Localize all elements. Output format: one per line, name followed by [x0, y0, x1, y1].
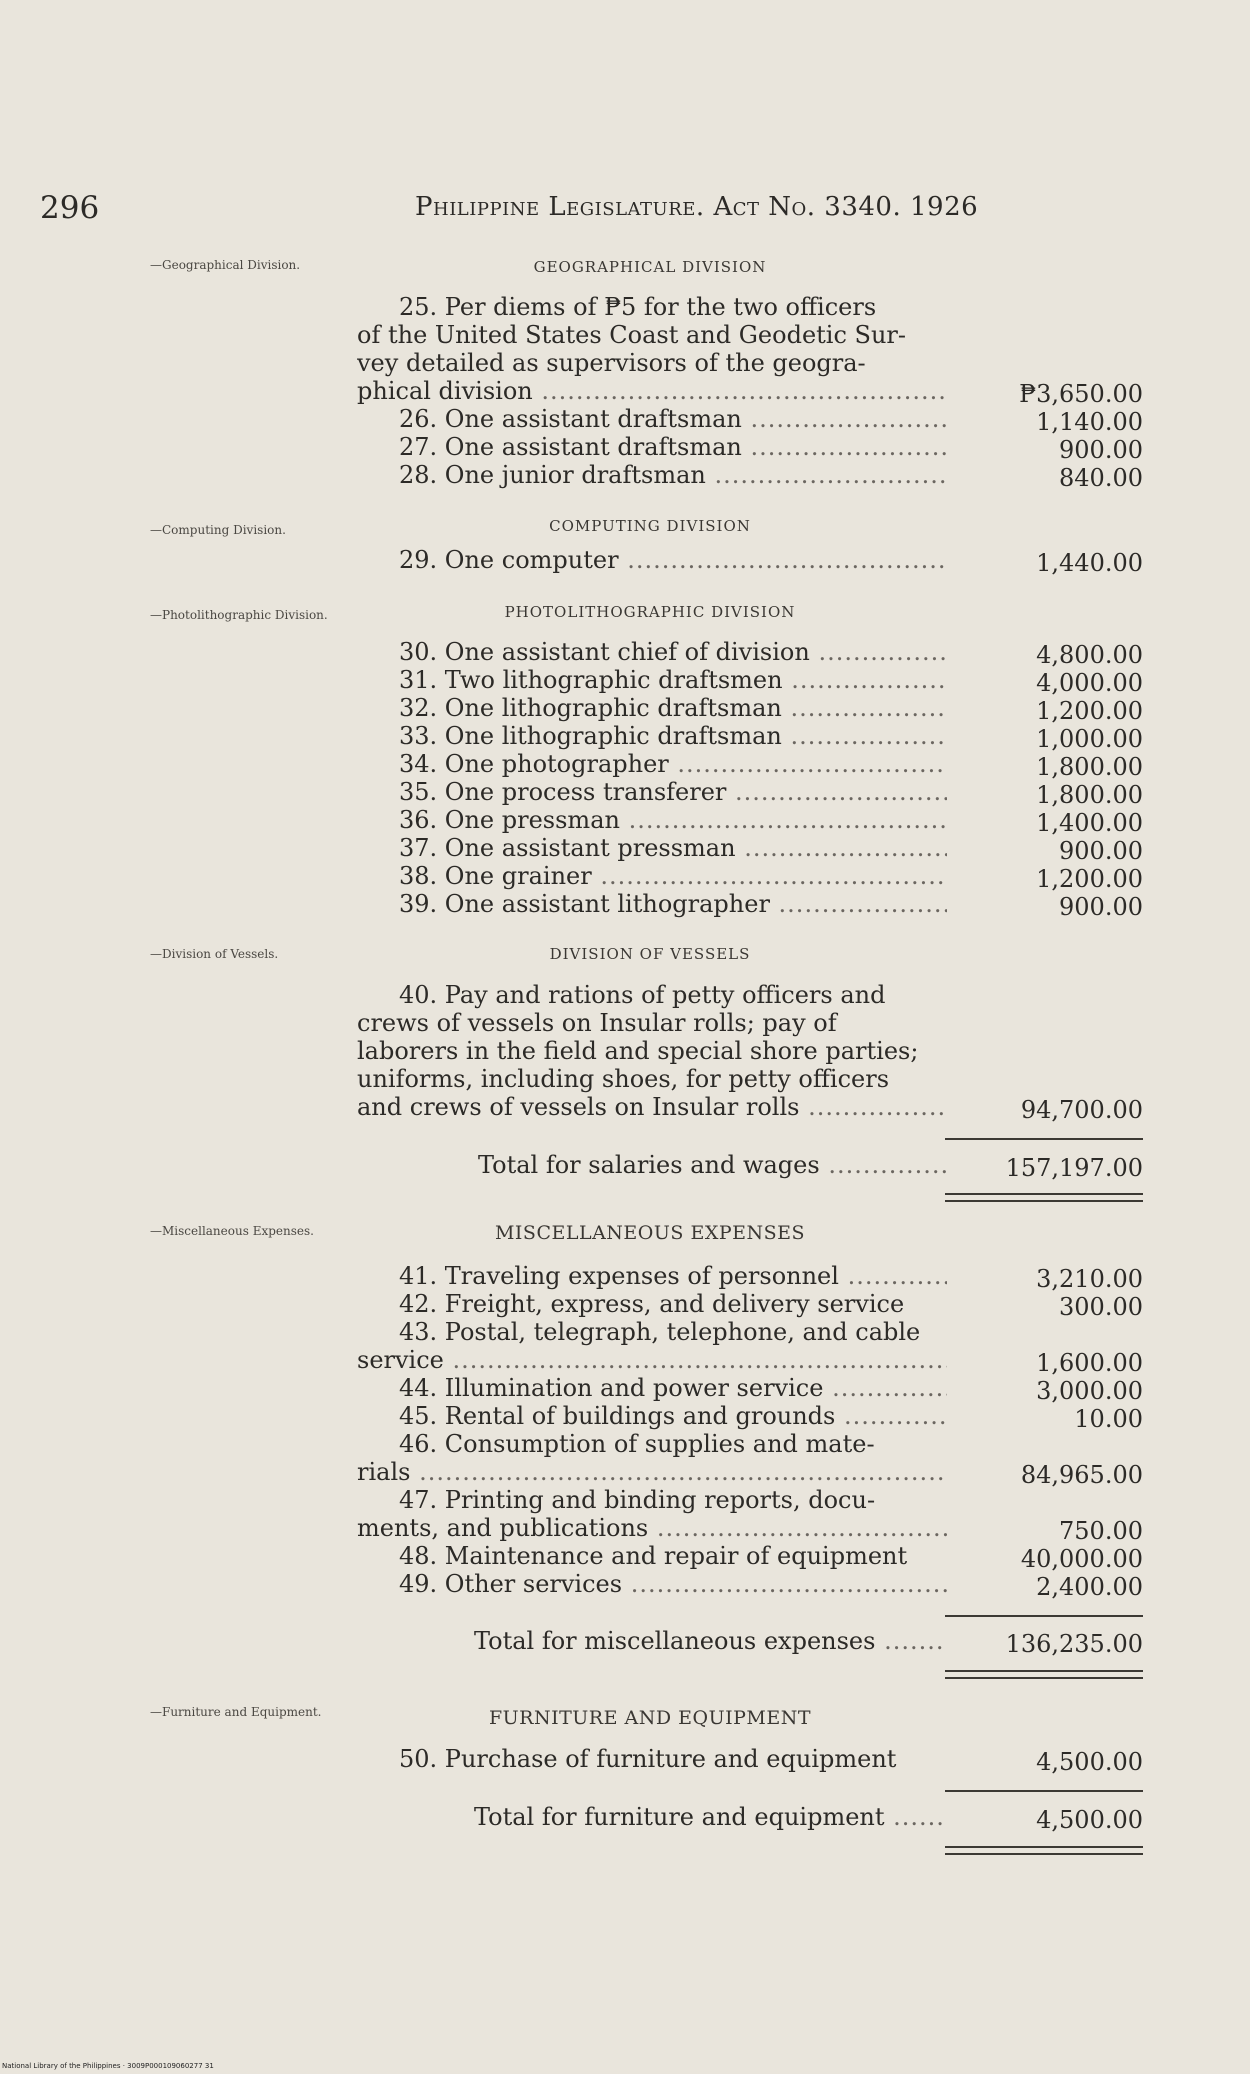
item-40-line-4: uniforms, including shoes, for petty officers — [357, 1065, 890, 1093]
margin-note-miscellaneous: —Miscellaneous Expenses. — [150, 1224, 314, 1238]
item-47-line-1: 47. Printing and binding reports, docu- — [399, 1486, 876, 1514]
total-salaries-label: Total for salaries and wages ..... — [478, 1151, 946, 1179]
item-29: 29. One computer ..... — [357, 546, 947, 574]
running-title: Philippine Legislature. Act No. 3340. 1926 — [415, 192, 979, 222]
margin-note-furniture: —Furniture and Equipment. — [150, 1705, 322, 1719]
subtotal-rule — [945, 1615, 1143, 1617]
item-38: 38. One grainer ..... — [357, 862, 947, 890]
margin-note-vessels: —Division of Vessels. — [150, 947, 279, 961]
item-46-line-1: 46. Consumption of supplies and mate- — [399, 1430, 875, 1458]
heading-furniture-and-equipment: FURNITURE AND EQUIPMENT — [488, 1707, 812, 1729]
item-33-amount: 1,000.00 — [1036, 725, 1143, 753]
total-furniture-amount: 4,500.00 — [1036, 1806, 1143, 1834]
item-46-amount: 84,965.00 — [1020, 1461, 1143, 1489]
item-43-amount: 1,600.00 — [1036, 1349, 1143, 1377]
subtotal-rule — [945, 1790, 1143, 1792]
subtotal-rule — [945, 1138, 1143, 1140]
item-35-amount: 1,800.00 — [1036, 781, 1143, 809]
item-25-line-2: of the United States Coast and Geodetic Sur- — [357, 321, 907, 349]
item-48: 48. Maintenance and repair of equipment — [399, 1542, 908, 1570]
item-38-amount: 1,200.00 — [1036, 865, 1143, 893]
item-43-line-2: service ..... — [357, 1346, 947, 1374]
item-32-amount: 1,200.00 — [1036, 697, 1143, 725]
item-40-line-5: and crews of vessels on Insular rolls ..... — [357, 1093, 947, 1121]
total-miscellaneous-amount: 136,235.00 — [1005, 1630, 1143, 1658]
item-40-line-2: crews of vessels on Insular rolls; pay of — [357, 1009, 837, 1037]
margin-note-computing: —Computing Division. — [150, 523, 286, 537]
item-47-line-2: ments, and publications ..... — [357, 1514, 947, 1542]
item-39-amount: 900.00 — [1059, 893, 1143, 921]
item-25-line-1: 25. Per diems of ₱5 for the two officers — [399, 293, 877, 321]
item-49: 49. Other services ..... — [357, 1570, 947, 1598]
item-45: 45. Rental of buildings and grounds ..... — [357, 1402, 947, 1430]
total-double-rule — [945, 1670, 1143, 1679]
total-miscellaneous-label: Total for miscellaneous expenses ..... — [474, 1627, 946, 1655]
item-47-amount: 750.00 — [1059, 1517, 1143, 1545]
item-44-amount: 3,000.00 — [1036, 1377, 1143, 1405]
item-25-line-3: vey detailed as supervisors of the geogra- — [357, 349, 866, 377]
item-34-amount: 1,800.00 — [1036, 753, 1143, 781]
item-28-amount: 840.00 — [1059, 464, 1143, 492]
item-27: 27. One assistant draftsman ..... — [357, 433, 947, 461]
page-number: 296 — [40, 190, 100, 226]
item-43-line-1: 43. Postal, telegraph, telephone, and cable — [399, 1318, 921, 1346]
item-30-amount: 4,800.00 — [1036, 641, 1143, 669]
item-50: 50. Purchase of furniture and equipment — [399, 1745, 897, 1773]
margin-note-geographical: —Geographical Division. — [150, 258, 301, 272]
item-37-amount: 900.00 — [1059, 837, 1143, 865]
item-26: 26. One assistant draftsman ..... — [357, 405, 947, 433]
heading-photolithographic-division: PHOTOLITHOGRAPHIC DIVISION — [504, 603, 796, 621]
item-27-amount: 900.00 — [1059, 436, 1143, 464]
item-31-amount: 4,000.00 — [1036, 669, 1143, 697]
heading-division-of-vessels: DIVISION OF VESSELS — [549, 945, 751, 963]
item-29-amount: 1,440.00 — [1036, 549, 1143, 577]
item-36-amount: 1,400.00 — [1036, 809, 1143, 837]
page-header — [40, 190, 1140, 230]
item-34: 34. One photographer ..... — [357, 750, 947, 778]
total-salaries-amount: 157,197.00 — [1005, 1154, 1143, 1182]
total-furniture-label: Total for furniture and equipment ..... — [474, 1803, 946, 1831]
item-33: 33. One lithographic draftsman ..... — [357, 722, 947, 750]
item-40-line-3: laborers in the field and special shore parties; — [357, 1037, 919, 1065]
item-46-line-2: rials ..... — [357, 1458, 947, 1486]
total-double-rule — [945, 1846, 1143, 1855]
item-42-amount: 300.00 — [1059, 1293, 1143, 1321]
item-36: 36. One pressman ..... — [357, 806, 947, 834]
total-double-rule — [945, 1193, 1143, 1202]
item-40-amount: 94,700.00 — [1020, 1096, 1143, 1124]
heading-geographical-division: GEOGRAPHICAL DIVISION — [533, 258, 767, 276]
item-49-amount: 2,400.00 — [1036, 1573, 1143, 1601]
item-50-amount: 4,500.00 — [1036, 1748, 1143, 1776]
item-30: 30. One assistant chief of division ..... — [357, 638, 947, 666]
item-32: 32. One lithographic draftsman ..... — [357, 694, 947, 722]
item-44: 44. Illumination and power service ..... — [357, 1374, 947, 1402]
heading-miscellaneous-expenses: MISCELLANEOUS EXPENSES — [494, 1222, 806, 1244]
heading-computing-division: COMPUTING DIVISION — [549, 517, 751, 535]
item-25-line-4: phical division ..... — [357, 377, 947, 405]
item-26-amount: 1,140.00 — [1036, 408, 1143, 436]
margin-note-photolithographic: —Photolithographic Division. — [150, 608, 328, 622]
item-28: 28. One junior draftsman ..... — [357, 461, 947, 489]
item-25-amount: ₱3,650.00 — [1019, 380, 1143, 408]
item-39: 39. One assistant lithographer ..... — [357, 890, 947, 918]
item-41-amount: 3,210.00 — [1036, 1265, 1143, 1293]
item-35: 35. One process transferer ..... — [357, 778, 947, 806]
scan-credit: National Library of the Philippines · 3009P000109060277 31 — [2, 2062, 214, 2070]
item-37: 37. One assistant pressman ..... — [357, 834, 947, 862]
item-45-amount: 10.00 — [1074, 1405, 1143, 1433]
item-40-line-1: 40. Pay and rations of petty officers and — [399, 981, 886, 1009]
item-48-amount: 40,000.00 — [1020, 1545, 1143, 1573]
item-42: 42. Freight, express, and delivery service — [399, 1290, 905, 1318]
item-31: 31. Two lithographic draftsmen ..... — [357, 666, 947, 694]
item-41: 41. Traveling expenses of personnel ..... — [357, 1262, 947, 1290]
